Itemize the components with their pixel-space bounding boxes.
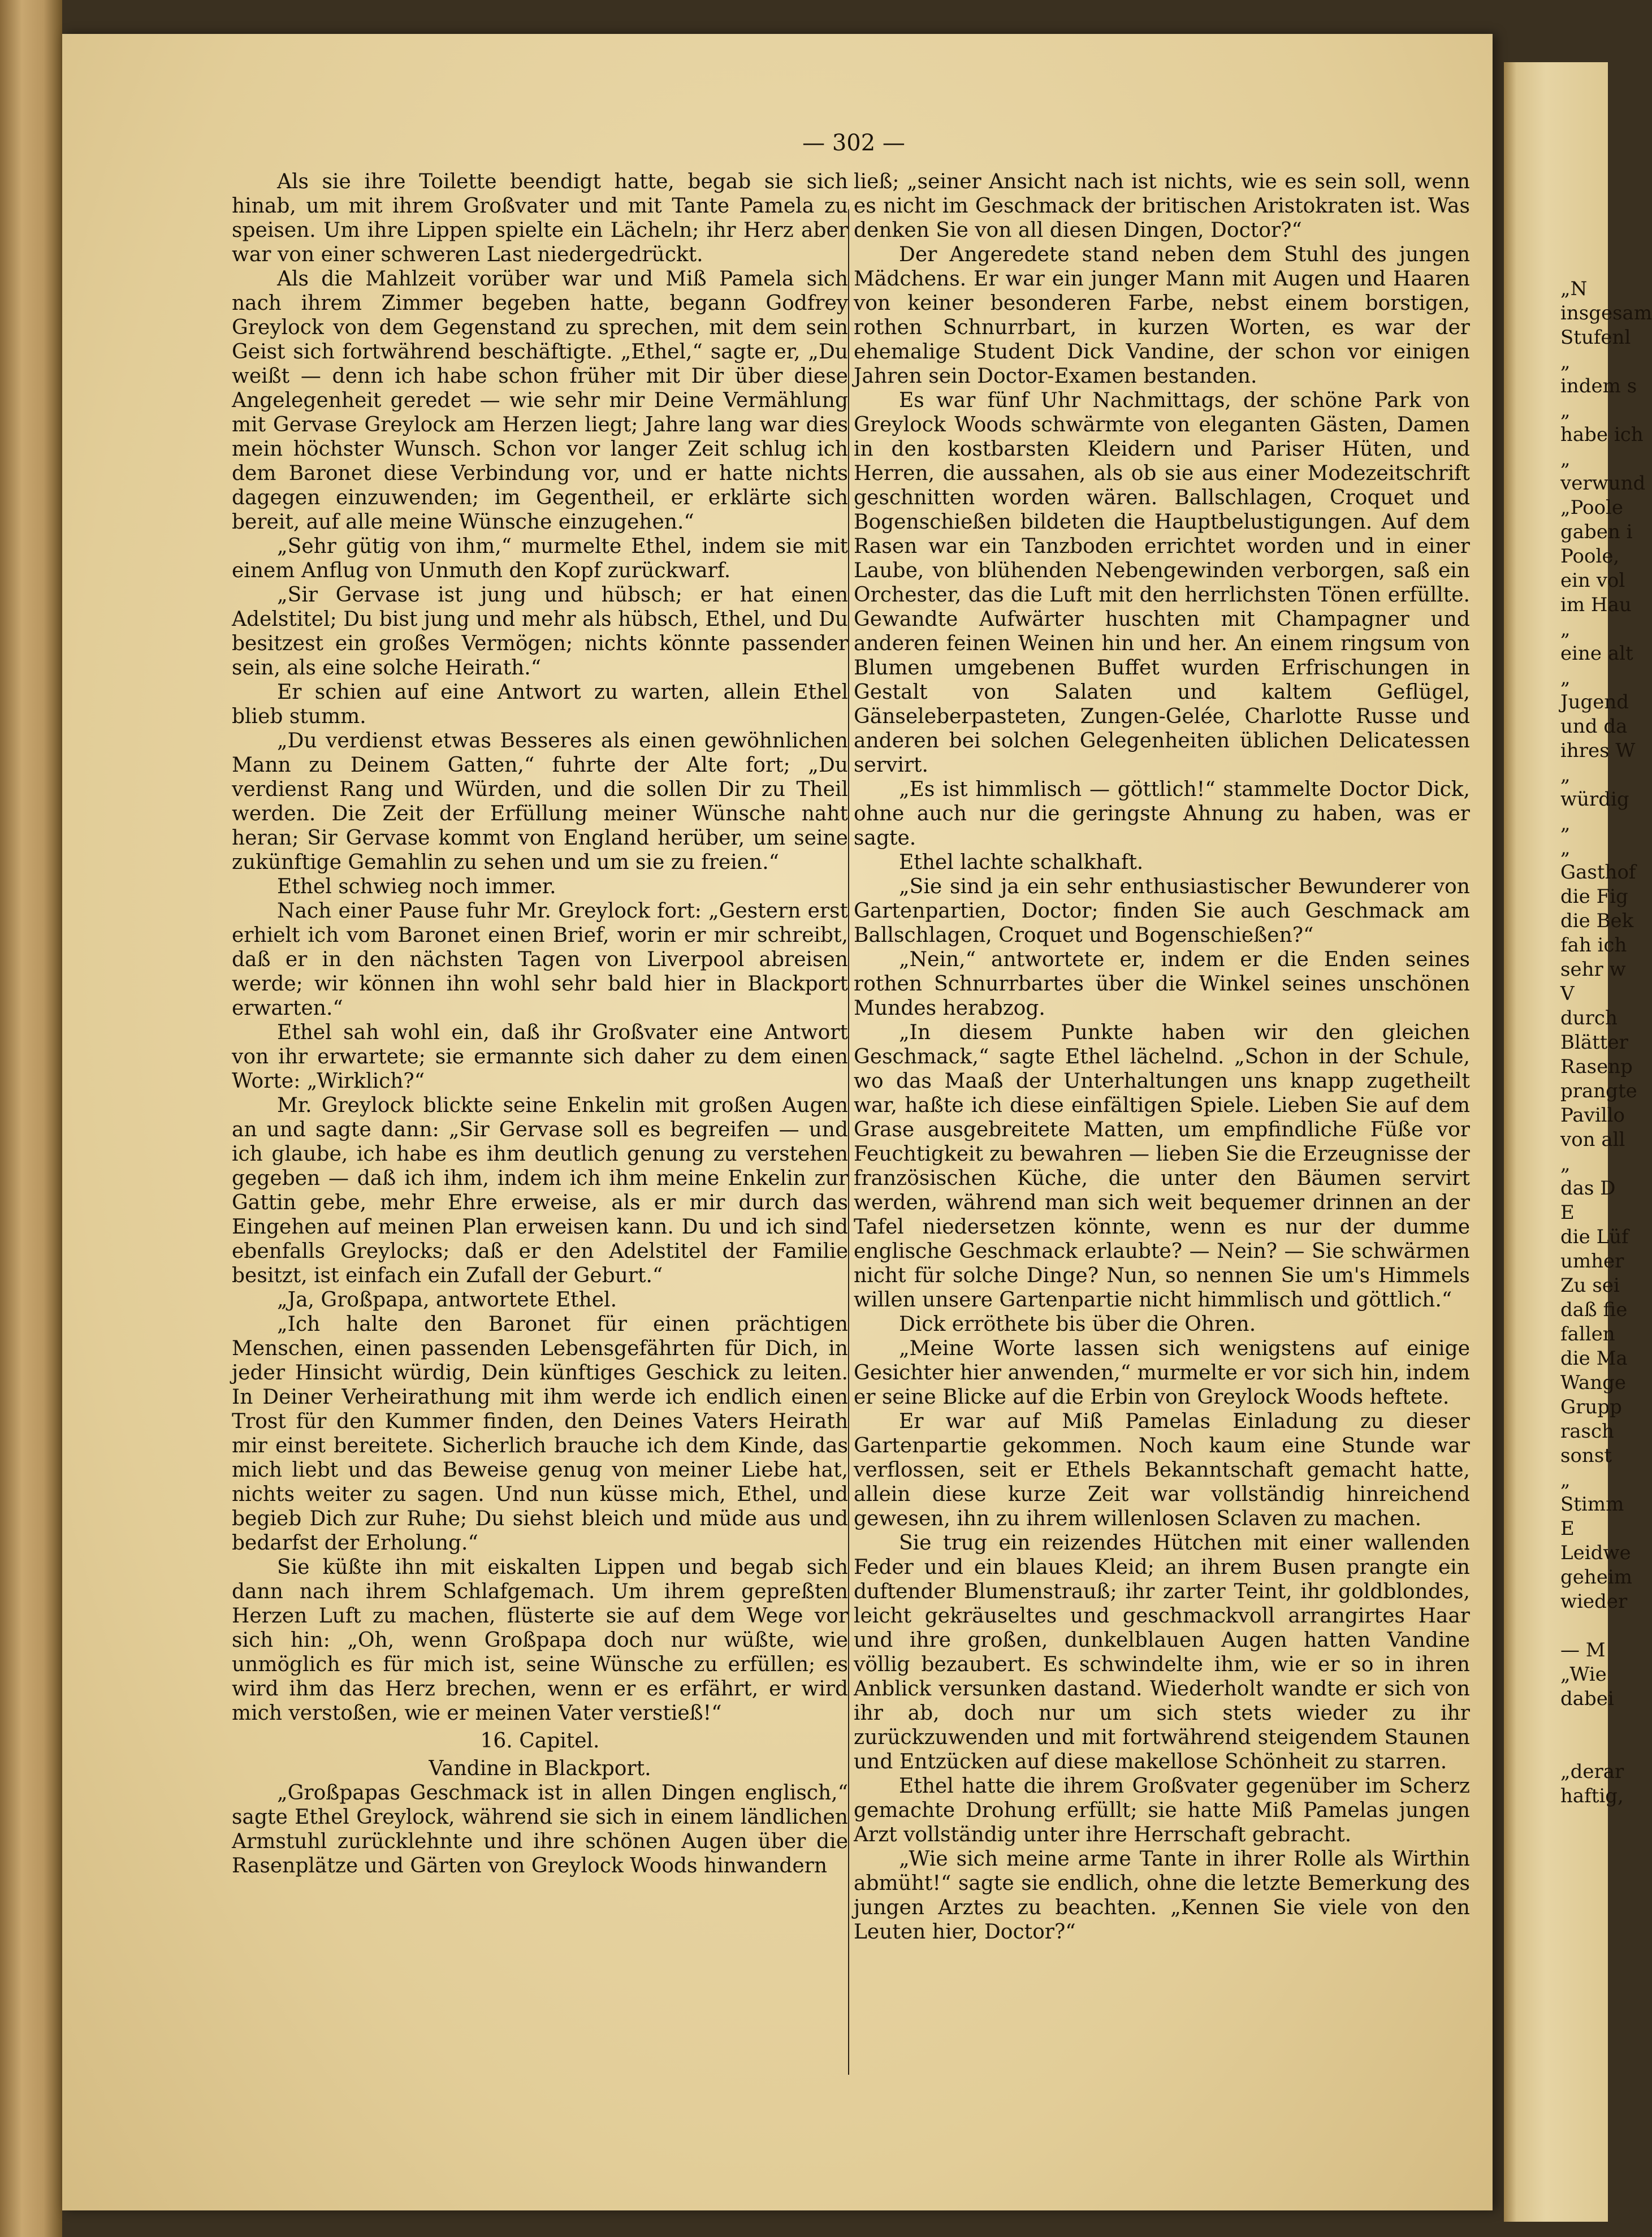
chapter-title: Vandine in Blackport. [429, 1757, 651, 1780]
facing-page-line: „ [1560, 351, 1571, 373]
paragraph: Als sie ihre Toilette beendigt hatte, begab sie sich hinab, um mit ihrem Großvater und mit Tante Pamela zu speisen. Um ihre Lippen spielte ein Lächeln; ihr Herz aber war von einer schweren Last niedergedrückt. [232, 170, 848, 266]
facing-page-line: „ [1560, 764, 1571, 786]
paragraph: „Nein,“ antwortete er, indem er die Enden seines rothen Schnurrbartes über die Winkel seines unschönen Mundes herabzog. [854, 948, 1470, 1020]
paragraph: ließ; „seiner Ansicht nach ist nichts, wie es sein soll, wenn es nicht im Geschmack der britischen Aristokraten ist. Was denken Sie von all diesen Dingen, Doctor?“ [854, 170, 1470, 242]
paragraph: „Meine Worte lassen sich wenigstens auf einige Gesichter hier anwenden,“ murmelte er vor sich hin, indem er seine Blicke auf die Erbin von Greylock Woods heftete. [854, 1337, 1470, 1409]
paragraph: Ethel sah wohl ein, daß ihr Großvater eine Antwort von ihr erwartete; sie ermannte sich daher zu dem einen Worte: „Wirklich?“ [232, 1021, 848, 1093]
facing-page-line: „ [1560, 1469, 1571, 1491]
facing-page-line: „N [1560, 278, 1588, 300]
paragraph: „Wie sich meine arme Tante in ihrer Rolle als Wirthin abmüht!“ sagte sie endlich, ohne die letzte Bemerkung des jungen Arztes zu beachten. „Kennen Sie viele von den Leuten hier, Doctor?“ [854, 1847, 1470, 1944]
paragraph: „Ja, Großpapa, antwortete Ethel. [277, 1288, 617, 1312]
page-number: — 302 — [802, 130, 905, 156]
facing-page-line: E [1560, 1517, 1575, 1540]
facing-page-line: sehr w [1560, 958, 1626, 981]
facing-page-line: „ [1560, 399, 1571, 422]
facing-page-line: Gasthof [1560, 861, 1636, 884]
facing-page-line: E [1560, 1201, 1575, 1224]
facing-page-line: sonst [1560, 1444, 1612, 1467]
facing-page-line: ein vol [1560, 569, 1625, 592]
facing-page-line: „ [1560, 812, 1571, 835]
paragraph: Dick erröthete bis über die Ohren. [899, 1313, 1256, 1336]
paragraph: Ethel hatte die ihrem Großvater gegenüber im Scherz gemachte Drohung erfüllt; sie hatte Miß Pamelas jungen Arzt vollständig unter ihre Herrschaft gebracht. [854, 1775, 1470, 1846]
facing-page-line [1504, 1711, 1652, 1736]
facing-page-line: fah ich [1560, 934, 1627, 957]
facing-page-line: daß fie [1560, 1299, 1628, 1321]
paragraph: Sie trug ein reizendes Hütchen mit einer wallenden Feder und ein blaues Kleid; an ihrem Busen prangte ein duftender Blumenstrauß; ihr zarter Teint, ihr goldblondes, leicht gekräuseltes und geschmackvoll arrangirtes Haar und ihre großen, dunkelblauen Augen hatten Vandine völlig bezaubert. Es schwindelte ihm, wie er so in ihren Anblick versunken dastand. Wiederholt wandte er sich von ihr ab, doch nur um sich stets wieder zu ihr zurückzuwenden und mit fortwährend steigendem Staunen und Entzücken auf diese makellose Schönheit zu starren. [854, 1531, 1470, 1773]
paragraph: „Ich halte den Baronet für einen prächtigen Menschen, einen passenden Lebensgefährten für Dich, in jeder Hinsicht würdig, Dein künftiges Geschick zu leiten. In Deiner Verheirathung mit ihm werde ich endlich einen Trost für den Kummer finden, den Deines Vaters Heirath mir einst bereitete. Sicherlich brauche ich dem Kinde, das mich liebt und das Beweise genug von meiner Liebe hat, nichts weiter zu sagen. Und nun küsse mich, Ethel, und begieb Dich zur Ruhe; Du siehst bleich und müde aus und bedarfst der Erholung.“ [232, 1313, 848, 1555]
facing-page-line: rasch [1560, 1420, 1614, 1443]
book-edge [0, 0, 62, 2237]
facing-page-line: „Wie [1560, 1663, 1607, 1686]
facing-page-line: V [1560, 983, 1575, 1005]
facing-page-line: Stufenl [1560, 326, 1631, 349]
facing-page-line: gaben i [1560, 521, 1633, 543]
facing-page-line: durch [1560, 1007, 1618, 1029]
facing-page-line: insgesam [1560, 302, 1652, 324]
left-column [232, 170, 848, 1878]
paragraph: Ethel schwieg noch immer. [277, 875, 556, 898]
facing-page-line: die Lüf [1560, 1226, 1629, 1248]
facing-page-line: haftig, [1560, 1785, 1624, 1807]
middle-column [854, 170, 1470, 1944]
facing-page-line: Wange [1560, 1371, 1627, 1394]
paragraph: „Sir Gervase ist jung und hübsch; er hat einen Adelstitel; Du bist jung und mehr als hübsch, Ethel, und Du besitzest ein großes Vermögen; nichts könnte passender sein, als eine solche Heirath.“ [232, 583, 848, 680]
facing-page-line: die Ma [1560, 1347, 1628, 1370]
facing-page-line: die Fig [1560, 885, 1628, 908]
facing-page-line: Rasenp [1560, 1055, 1633, 1078]
facing-page-line: das D [1560, 1177, 1616, 1200]
facing-page-line: von all [1560, 1128, 1625, 1151]
facing-page-line: „ [1560, 618, 1571, 641]
paragraph: Sie küßte ihn mit eiskalten Lippen und begab sich dann nach ihrem Schlafgemach. Um ihrem gepreßten Herzen Luft zu machen, flüsterte sie auf dem Wege vor sich hin: „Oh, wenn Großpapa doch nur wüßte, wie unmöglich es für mich ist, seine Wünsche zu erfüllen; es wird ihm das Herz brechen, wenn er es erfährt, er wird mich verstoßen, wie er meinen Vater verstieß!“ [232, 1556, 848, 1725]
facing-page-line: die Bek [1560, 910, 1634, 932]
facing-page-line: dabei [1560, 1688, 1614, 1710]
facing-page-line: Grupp [1560, 1396, 1622, 1418]
facing-page-line: Blätter [1560, 1031, 1628, 1054]
facing-page-line: — M [1560, 1639, 1606, 1661]
facing-page-line: „ [1560, 1153, 1571, 1175]
facing-page-line: würdig [1560, 788, 1629, 811]
paragraph: Mr. Greylock blickte seine Enkelin mit großen Augen an und sagte dann: „Sir Gervase soll es begreifen — und ich glaube, ich habe es ihm deutlich genung zu verstehen gegeben — daß ich ihm, indem ich ihm meine Enkelin zur Gattin gebe, mehr Ehre erweise, als er mir durch das Eingehen auf meinen Plan erweisen kann. Du und ich sind ebenfalls Greylocks; daß er den Adelstitel der Familie besitzt, ist einfach ein Zufall der Geburt.“ [232, 1094, 848, 1287]
facing-page-line: und da [1560, 715, 1628, 738]
paragraph: Er war auf Miß Pamelas Einladung zu dieser Gartenpartie gekommen. Noch kaum eine Stunde war verflossen, seit er Ethels Bekanntschaft gemacht hatte, allein diese kurze Zeit war vollständig hinreichend gewesen, ihn zu ihrem willenlosen Sclaven zu machen. [854, 1410, 1470, 1530]
facing-page-line: im Hau [1560, 594, 1632, 616]
paragraph: Nach einer Pause fuhr Mr. Greylock fort: „Gestern erst erhielt ich vom Baronet einen Brief, worin er mir schreibt, daß er in den nächsten Tagen von Liverpool abreisen werde; wir können ihn wohl sehr bald hier in Blackport erwarten.“ [232, 899, 848, 1020]
facing-page-line [1504, 1614, 1652, 1638]
paragraph: „Sie sind ja ein sehr enthusiastischer Bewunderer von Gartenpartien, Doctor; finden Sie auch Geschmack am Ballschlagen, Croquet und Bogenschießen?“ [854, 875, 1470, 947]
facing-page-line [1504, 1736, 1652, 1760]
paragraph: Es war fünf Uhr Nachmittags, der schöne Park von Greylock Woods schwärmte von eleganten Gästen, Damen in den kostbarsten Kleidern und Pariser Hüten, und Herren, die aussahen, als ob sie aus einer Modezeitschrift geschnitten worden wären. Ballschlagen, Croquet und Bogenschießen bildeten die Hauptbelustigungen. Auf dem Rasen war ein Tanzboden errichtet worden und in einer Laube, von blühenden Nebengewinden verborgen, saß ein Orchester, das die Luft mit den herrlichsten Tönen erfüllte. Gewandte Aufwärter huschten mit Champagner und anderen feinen Weinen hin und her. An einem ringsum von Blumen umgebenen Buffet wurden Erfrischungen in Gestalt von Salaten und kaltem Geflügel, Gänseleberpasteten, Zungen-Gelée, Charlotte Russe und anderen bei solchen Gelegenheiten üblichen Delicatessen servirt. [854, 389, 1470, 777]
facing-page-line: Pavillo [1560, 1104, 1625, 1127]
facing-page [1504, 62, 1652, 2222]
facing-page-line: Leidwe [1560, 1542, 1631, 1564]
facing-page-line: verwund [1560, 472, 1646, 495]
facing-page-line: umher [1560, 1250, 1624, 1273]
facing-page-line: „ [1560, 448, 1571, 470]
paragraph: Der Angeredete stand neben dem Stuhl des jungen Mädchens. Er war ein junger Mann mit Augen und Haaren von keiner besonderen Farbe, nebst einem borstigen, rothen Schnurrbart, in kurzen Worten, es war der ehemalige Student Dick Vandine, der schon vor einigen Jahren sein Doctor-Examen bestanden. [854, 243, 1470, 388]
chapter-number: 16. Capitel. [480, 1729, 600, 1753]
facing-page-line: Poole, [1560, 545, 1620, 568]
facing-page-text [1504, 277, 1652, 1808]
facing-page-line: habe ich [1560, 423, 1644, 446]
paragraph: „Du verdienst etwas Besseres als einen gewöhnlichen Mann zu Deinem Gatten,“ fuhrte der Alte fort; „Du verdienst Rang und Würden, und die sollen Dir zu Theil werden. Die Zeit der Erfüllung meiner Wünsche naht heran; Sir Gervase kommt von England herüber, um seine zukünftige Gemahlin zu sehen und um sie zu freien.“ [232, 729, 848, 874]
facing-page-line: Zu sei [1560, 1274, 1620, 1297]
facing-page-line: Jugend [1560, 691, 1629, 713]
facing-page-line: fallen [1560, 1323, 1615, 1345]
paragraph: „Großpapas Geschmack ist in allen Dingen englisch,“ sagte Ethel Greylock, während sie sich in einem ländlichen Armstuhl zurücklehnte und ihre schönen Augen über die Rasenplätze und Gärten von Greylock Woods hinwandern [232, 1781, 848, 1877]
facing-page-line: prangte [1560, 1080, 1637, 1102]
facing-page-line: „ [1560, 837, 1571, 859]
facing-page-line: eine alt [1560, 642, 1633, 665]
facing-page-line: wieder [1560, 1590, 1628, 1613]
facing-page-line: „ [1560, 667, 1571, 689]
paragraph: „Es ist himmlisch — göttlich!“ stammelte Doctor Dick, ohne auch nur die geringste Ahnung zu haben, was er sagte. [854, 778, 1470, 850]
paragraph: Er schien auf eine Antwort zu warten, allein Ethel blieb stumm. [232, 681, 848, 728]
paragraph: „Sehr gütig von ihm,“ murmelte Ethel, indem sie mit einem Anflug von Unmuth den Kopf zurückwarf. [232, 535, 848, 582]
facing-page-line: Stimm [1560, 1493, 1624, 1516]
facing-page-line: „Poole [1560, 496, 1624, 519]
paragraph: Ethel lachte schalkhaft. [899, 851, 1144, 874]
facing-page-line: ihres W [1560, 739, 1636, 762]
facing-page-line: geheim [1560, 1566, 1633, 1589]
facing-page-line: indem s [1560, 375, 1637, 397]
paragraph: Als die Mahlzeit vorüber war und Miß Pamela sich nach ihrem Zimmer begeben hatte, begann Godfrey Greylock von dem Gegenstand zu sprechen, mit dem sein Geist sich fortwährend beschäftigte. „Ethel,“ sagte er, „Du weißt — denn ich habe schon früher mit Dir über diese Angelegenheit geredet — wie sehr mir Deine Vermählung mit Gervase Greylock am Herzen liegt; Jahre lang war dies mein höchster Wunsch. Schon vor langer Zeit schlug ich dem Baronet diese Verbindung vor, und er hatte nichts dagegen einzuwenden; im Gegentheil, er erklärte sich bereit, auf alle meine Wünsche einzugehen.“ [232, 267, 848, 534]
paragraph: „In diesem Punkte haben wir den gleichen Geschmack,“ sagte Ethel lächelnd. „Schon in der Schule, wo das Maaß der Unterhaltungen uns knapp zugetheilt war, haßte ich diese einfältigen Spiele. Lieben Sie auf dem Grase ausgebreitete Matten, um empfindliche Füße vor Feuchtigkeit zu bewahren — lieben Sie die Erzeugnisse der französischen Küche, die unter den Bäumen servirt werden, während man sich weit bequemer drinnen an der Tafel niedersetzen könnte, wenn es nur der dumme englische Geschmack erlaubte? — Nein? — Sie schwärmen nicht für solche Dinge? Nun, so nennen Sie um's Himmels willen unsere Gartenpartie nicht himmlisch und göttlich.“ [854, 1021, 1470, 1312]
column-rule [848, 209, 849, 2075]
facing-page-line: „derar [1560, 1760, 1624, 1783]
